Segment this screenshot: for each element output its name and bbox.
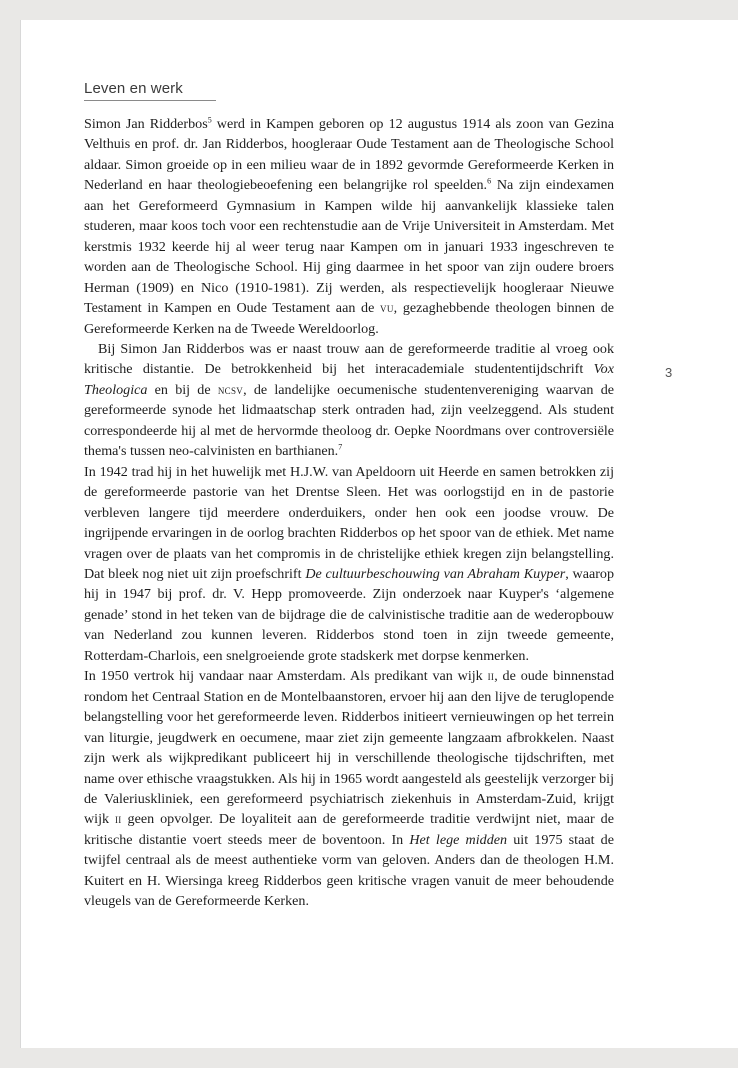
text-run: In 1950 vertrok hij vandaar naar Amsterdam. Als predikant van wijk <box>84 668 488 685</box>
italic-title: De cultuurbeschouwing van Abraham Kuyper <box>305 565 566 582</box>
text-run: , waarop hij in 1947 bij prof. dr. V. Hepp promoveerde. Zijn onderzoek naar Kuyper's ‘algemene genade’ stond in het teken van de bijdrage die de calvinistische traditie aan de wederopbouw van Nederland zou kunnen leveren. Ridderbos stond toen in zijn tweede gemeente, Rotterdam-Charlois, een snelgroeiende grote stadskerk met dorpse kenmerken. <box>84 565 614 664</box>
text-run: uit 1975 staat de twijfel centraal als de meest authentieke vorm van geloven. Anders dan de theologen H.M. Kuitert en H. Wiersinga kreeg Ridderbos geen kritische vragen vanuit de meer behoudende vleugels van de Gereformeerde Kerken. <box>84 831 614 910</box>
italic-title: Het lege midden <box>409 831 508 848</box>
section-heading: Leven en werk <box>84 80 183 97</box>
text-run: Bij Simon Jan Ridderbos was er naast trouw aan de gereformeerde traditie al vroeg ook kritische distantie. De betrokkenheid bij het interacademiale studententijdschrift <box>84 340 614 378</box>
heading-underline <box>84 100 216 101</box>
page-number: 3 <box>665 365 673 380</box>
small-caps-text: ii <box>115 812 122 827</box>
text-run: In 1942 trad hij in het huwelijk met H.J.W. van Apeldoorn uit Heerde en samen betrokken zij de gereformeerde pastorie van het Drentse Sleen. Het was oorlogstijd en in de pastorie verbleven langere tijd meerdere onderduikers, onder hen ook een joodse vrouw. De ingrijpende ervaringen in de oorlog brachten Ridderbos op het spoor van de ethiek. Met name vragen over de plaats van het compromis in de christelijke ethiek kregen zijn belangstelling. Dat bleek nog niet uit zijn proefschrift <box>84 463 614 582</box>
small-caps-text: vu <box>380 301 394 316</box>
book-page <box>20 20 738 1048</box>
italic-title: Vox Theologica <box>84 361 614 398</box>
text-run: Simon Jan Ridderbos <box>84 116 208 132</box>
gutter-line <box>20 20 21 1048</box>
paragraph <box>84 339 614 462</box>
text-run: , de oude binnenstad rondom het Centraal Station en de Montelbaanstoren, ervoer hij aan den lijve de teruglopende belangstelling voor het gereformeerde leven. Ridderbos initieert vernieuwingen op het terrein van liturgie, jeugdwerk en oecumene, maar ziet zijn gemeente langzaam afbrokkelen. Naast zijn werk als wijkpredikant publiceert hij in verschillende theologische tijdschriften, met name over ethische vraagstukken. Als hij in 1965 wordt aangesteld als geestelijk verzorger bij de Valeriuskliniek, een gereformeerd psychiatrisch ziekenhuis in Amsterdam-Zuid, krijgt wijk <box>84 668 615 828</box>
paragraph <box>84 462 614 667</box>
small-caps-text: ncsv <box>217 382 244 397</box>
small-caps-text: ii <box>487 669 495 684</box>
text-run: , de landelijke oecumenische studentenvereniging waarvan de gereformeerde synode het lidmaatschap sterk ontraden had, zijn veelzeggend. Als student correspondeerde hij al met de hervormde theoloog dr. Oepke Noordmans over controversiële thema's tussen neo-calvinisten en barthianen. <box>84 381 615 460</box>
paragraph <box>84 666 614 911</box>
footnote-ref: 5 <box>207 115 212 125</box>
paragraph <box>84 114 614 339</box>
body-text <box>84 114 614 912</box>
footnote-ref: 7 <box>338 442 343 452</box>
text-run: en bij de <box>147 381 218 398</box>
text-run: Na zijn eindexamen aan het Gereformeerd Gymnasium in Kampen wilde hij aanvankelijk klassieke talen studeren, maar koos toch voor een rechtenstudie aan de Vrije Universiteit in Amsterdam. Met kerstmis 1932 keerde hij al weer terug naar Kampen om in januari 1933 ingeschreven te worden aan de Theologische School. Hij ging daarmee in het spoor van zijn oudere broers Herman (1909) en Nico (1910-1981). Zij werden, als respectievelijk hoogleraar Nieuwe Testament in Kampen en Oude Testament aan de <box>84 177 614 317</box>
text-run: geen opvolger. De loyaliteit aan de gereformeerde traditie verdwijnt niet, maar de kritische distantie voert steeds meer de boventoon. In <box>84 811 614 848</box>
footnote-ref: 6 <box>487 176 492 186</box>
text-run: , gezaghebbende theologen binnen de Gereformeerde Kerken na de Tweede Wereldoorlog. <box>84 300 615 337</box>
text-run: werd in Kampen geboren op 12 augustus 1914 als zoon van Gezina Velthuis en prof. dr. Jan Ridderbos, hoogleraar Oude Testament aan de Theologische School aldaar. Simon groeide op in een milieu waar de in 1892 gevormde Gereformeerde Kerken in Nederland en haar theologiebeoefening een belangrijke rol speelden. <box>84 116 614 194</box>
